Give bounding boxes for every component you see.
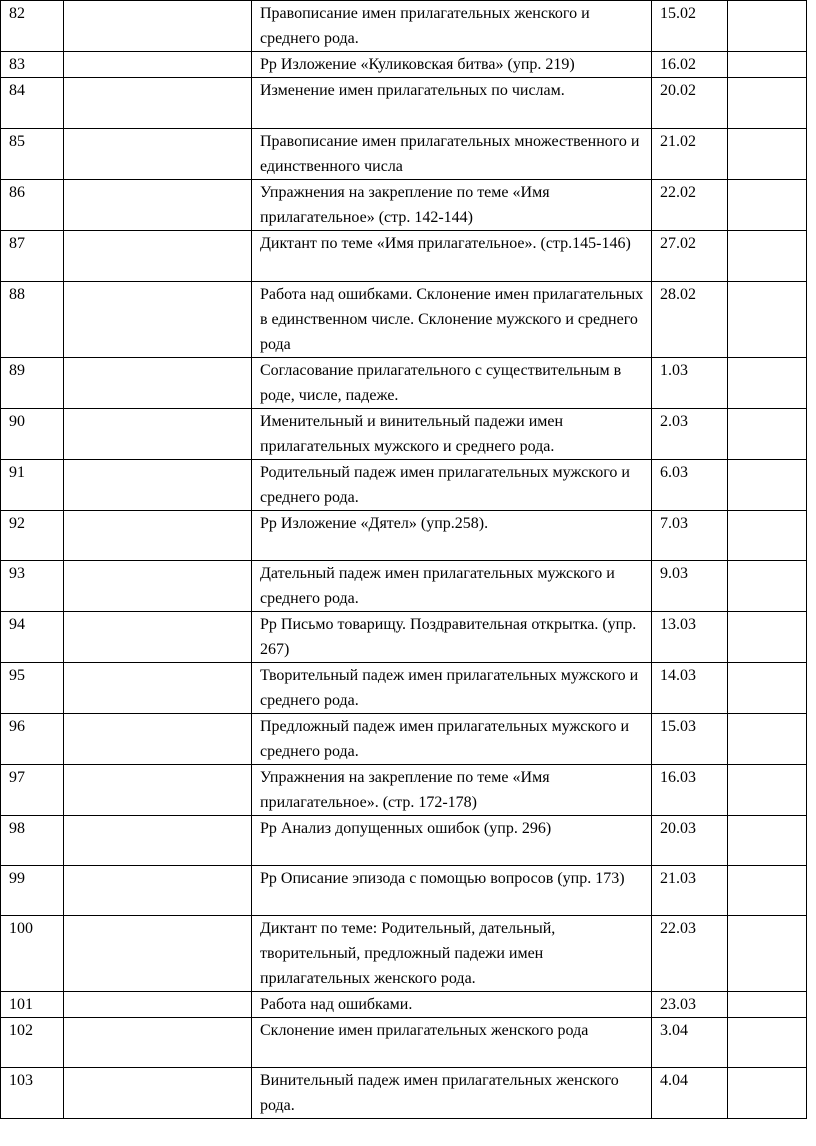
empty-cell [728, 816, 807, 866]
lesson-number: 99 [1, 866, 64, 916]
lesson-number: 82 [1, 1, 64, 52]
lesson-topic: Рр Описание эпизода с помощью вопросов (упр. 173) [252, 866, 652, 916]
lesson-topic: Рр Изложение «Куликовская битва» (упр. 219) [252, 52, 652, 78]
empty-cell [64, 282, 252, 358]
lesson-plan-body [1, 1, 807, 1119]
empty-cell [728, 231, 807, 282]
empty-cell [64, 1018, 252, 1068]
empty-cell [64, 78, 252, 129]
table-row [1, 78, 807, 129]
lesson-date: 15.03 [652, 714, 728, 765]
lesson-topic: Творительный падеж имен прилагательных мужского и среднего рода. [252, 663, 652, 714]
lesson-topic: Упражнения на закрепление по теме «Имя прилагательное». (стр. 172-178) [252, 765, 652, 816]
lesson-date: 20.02 [652, 78, 728, 129]
lesson-date: 6.03 [652, 460, 728, 511]
lesson-number: 92 [1, 511, 64, 561]
empty-cell [64, 612, 252, 663]
table-row [1, 460, 807, 511]
empty-cell [64, 1068, 252, 1119]
table-row [1, 180, 807, 231]
lesson-number: 94 [1, 612, 64, 663]
lesson-date: 23.03 [652, 992, 728, 1018]
lesson-date: 28.02 [652, 282, 728, 358]
lesson-topic: Склонение имен прилагательных женского рода [252, 1018, 652, 1068]
table-row [1, 129, 807, 180]
lesson-topic: Правописание имен прилагательных женского и среднего рода. [252, 1, 652, 52]
lesson-topic: Родительный падеж имен прилагательных мужского и среднего рода. [252, 460, 652, 511]
lesson-number: 103 [1, 1068, 64, 1119]
empty-cell [64, 765, 252, 816]
empty-cell [728, 992, 807, 1018]
lesson-number: 84 [1, 78, 64, 129]
lesson-date: 16.02 [652, 52, 728, 78]
lesson-topic: Предложный падеж имен прилагательных мужского и среднего рода. [252, 714, 652, 765]
table-row [1, 916, 807, 992]
lesson-number: 96 [1, 714, 64, 765]
empty-cell [64, 1, 252, 52]
empty-cell [728, 714, 807, 765]
lesson-topic: Диктант по теме: Родительный, дательный, творительный, предложный падежи имен прилагательных женского рода. [252, 916, 652, 992]
empty-cell [64, 561, 252, 612]
lesson-date: 2.03 [652, 409, 728, 460]
lesson-date: 16.03 [652, 765, 728, 816]
lesson-topic: Рр Анализ допущенных ошибок (упр. 296) [252, 816, 652, 866]
empty-cell [728, 561, 807, 612]
lesson-date: 20.03 [652, 816, 728, 866]
lesson-number: 86 [1, 180, 64, 231]
empty-cell [64, 916, 252, 992]
lesson-number: 85 [1, 129, 64, 180]
empty-cell [64, 460, 252, 511]
lesson-date: 1.03 [652, 358, 728, 409]
lesson-number: 95 [1, 663, 64, 714]
lesson-topic: Согласование прилагательного с существительным в роде, числе, падеже. [252, 358, 652, 409]
empty-cell [728, 358, 807, 409]
lesson-number: 91 [1, 460, 64, 511]
lesson-date: 22.02 [652, 180, 728, 231]
lesson-number: 87 [1, 231, 64, 282]
lesson-number: 89 [1, 358, 64, 409]
lesson-date: 22.03 [652, 916, 728, 992]
empty-cell [64, 409, 252, 460]
lesson-topic: Рр Письмо товарищу. Поздравительная открытка. (упр. 267) [252, 612, 652, 663]
empty-cell [64, 180, 252, 231]
lesson-topic: Рр Изложение «Дятел» (упр.258). [252, 511, 652, 561]
lesson-topic: Дательный падеж имен прилагательных мужского и среднего рода. [252, 561, 652, 612]
lesson-date: 27.02 [652, 231, 728, 282]
empty-cell [728, 460, 807, 511]
table-row [1, 663, 807, 714]
table-row [1, 816, 807, 866]
lesson-topic: Именительный и винительный падежи имен прилагательных мужского и среднего рода. [252, 409, 652, 460]
table-row [1, 1068, 807, 1119]
empty-cell [728, 180, 807, 231]
empty-cell [728, 612, 807, 663]
lesson-number: 88 [1, 282, 64, 358]
table-row [1, 612, 807, 663]
table-row [1, 765, 807, 816]
empty-cell [728, 52, 807, 78]
lesson-topic: Правописание имен прилагательных множественного и единственного числа [252, 129, 652, 180]
lesson-number: 93 [1, 561, 64, 612]
empty-cell [728, 409, 807, 460]
table-row [1, 866, 807, 916]
lesson-topic: Изменение имен прилагательных по числам. [252, 78, 652, 129]
empty-cell [64, 511, 252, 561]
empty-cell [64, 358, 252, 409]
lesson-number: 100 [1, 916, 64, 992]
empty-cell [728, 1068, 807, 1119]
table-row [1, 1018, 807, 1068]
lesson-number: 83 [1, 52, 64, 78]
lesson-number: 90 [1, 409, 64, 460]
empty-cell [64, 52, 252, 78]
lesson-date: 15.02 [652, 1, 728, 52]
lesson-date: 14.03 [652, 663, 728, 714]
empty-cell [728, 765, 807, 816]
table-row [1, 714, 807, 765]
empty-cell [728, 916, 807, 992]
lesson-topic: Упражнения на закрепление по теме «Имя прилагательное» (стр. 142-144) [252, 180, 652, 231]
lesson-number: 101 [1, 992, 64, 1018]
lesson-number: 102 [1, 1018, 64, 1068]
empty-cell [728, 282, 807, 358]
empty-cell [64, 866, 252, 916]
lesson-topic: Работа над ошибками. Склонение имен прилагательных в единственном числе. Склонение мужского и среднего рода [252, 282, 652, 358]
empty-cell [64, 992, 252, 1018]
lesson-topic: Диктант по теме «Имя прилагательное». (стр.145-146) [252, 231, 652, 282]
empty-cell [64, 714, 252, 765]
table-row [1, 561, 807, 612]
empty-cell [64, 231, 252, 282]
lesson-topic: Работа над ошибками. [252, 992, 652, 1018]
table-row [1, 992, 807, 1018]
lesson-topic: Винительный падеж имен прилагательных женского рода. [252, 1068, 652, 1119]
table-row [1, 282, 807, 358]
empty-cell [728, 1, 807, 52]
empty-cell [728, 866, 807, 916]
lesson-date: 7.03 [652, 511, 728, 561]
table-row [1, 409, 807, 460]
empty-cell [64, 663, 252, 714]
empty-cell [728, 78, 807, 129]
table-row [1, 511, 807, 561]
empty-cell [728, 129, 807, 180]
table-row [1, 231, 807, 282]
lesson-date: 21.03 [652, 866, 728, 916]
table-row [1, 52, 807, 78]
lesson-number: 98 [1, 816, 64, 866]
lesson-date: 21.02 [652, 129, 728, 180]
empty-cell [64, 816, 252, 866]
empty-cell [728, 511, 807, 561]
lesson-date: 4.04 [652, 1068, 728, 1119]
empty-cell [64, 129, 252, 180]
lesson-date: 9.03 [652, 561, 728, 612]
lesson-date: 3.04 [652, 1018, 728, 1068]
table-row [1, 358, 807, 409]
table-row [1, 1, 807, 52]
empty-cell [728, 663, 807, 714]
lesson-number: 97 [1, 765, 64, 816]
empty-cell [728, 1018, 807, 1068]
lesson-date: 13.03 [652, 612, 728, 663]
